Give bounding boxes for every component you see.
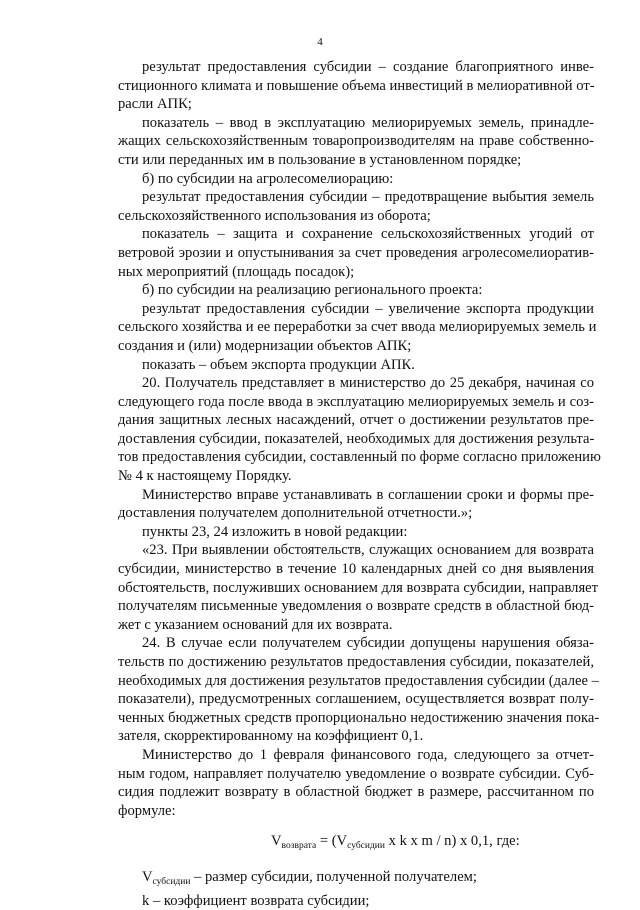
text-line: сельского хозяйства и ее переработки за счет ввода мелиорируемых земель и — [118, 319, 597, 336]
text-line: показатели), предусмотренных соглашением, осуществляется возврат полу- — [118, 691, 594, 708]
text-line: результат предоставления субсидии – создание благоприятного инве- — [142, 59, 594, 75]
text-line: ченных бюджетных средств пропорционально недостижению значения пока- — [118, 709, 600, 726]
text-line: стиционного климата и повышение объема инвестиций в мелиоративной от- — [118, 77, 595, 94]
definition-symbol: k — [142, 892, 150, 909]
text-line: дания защитных лесных насаждений, отчет о достижении результатов пре- — [118, 412, 594, 429]
text-line: сидия подлежит возврату в областной бюджет в размере, рассчитанном по — [118, 784, 594, 801]
text-line: расли АПК; — [118, 96, 192, 113]
text-line: создания и (или) модернизации объектов АПК; — [118, 337, 412, 354]
text-line: 20. Получатель представляет в министерство до 25 декабря, начиная со — [142, 375, 594, 392]
refund-formula — [118, 832, 594, 856]
text-line: доставления субсидии, показателей, необходимых для достижения результа- — [118, 430, 595, 447]
text-line: тельств по достижению результатов предоставления субсидии, показателей, — [118, 654, 594, 670]
formula-rest: x k x m / n) x 0,1, где: — [384, 833, 520, 850]
document-body — [118, 58, 601, 910]
definition-symbol: V — [142, 868, 153, 885]
formula-eq-open: = (V — [316, 833, 348, 850]
text-line: «23. При выявлении обстоятельств, служащих основанием для возврата — [142, 542, 594, 559]
text-line: доставления получателем дополнительной отчетности.»; — [118, 505, 473, 522]
definition-text: – коэффициент возврата субсидии; — [149, 892, 370, 909]
text-line: показать – объем экспорта продукции АПК. — [142, 356, 415, 373]
text-line: сельскохозяйственного использования из оборота; — [118, 207, 431, 224]
text-line: ных мероприятий (площадь посадок); — [118, 263, 355, 280]
formula-v: V — [271, 833, 282, 850]
text-line: ным годом, направляет получателю уведомление о возврате субсидии. Суб- — [118, 765, 594, 782]
text-line: зателя, скорректированному на коэффициент 0,1. — [118, 728, 424, 745]
formula-subsidy-subscript: субсидии — [347, 841, 385, 852]
text-line: сти или переданных им в пользование в установленном порядке; — [118, 151, 522, 168]
text-line: б) по субсидии на реализацию регионального проекта: — [142, 282, 483, 299]
text-line: формуле: — [118, 802, 176, 819]
text-line: обстоятельств, послуживших основанием для возврата субсидии, направляет — [118, 579, 599, 596]
text-line: результат предоставления субсидии – предотвращение выбытия земель — [142, 189, 594, 206]
text-line: пункты 23, 24 изложить в новой редакции: — [142, 523, 408, 540]
text-line: жащих сельскохозяйственным товаропроизводителям на праве собственно- — [118, 133, 594, 150]
text-line: № 4 к настоящему Порядку. — [118, 468, 292, 485]
definition-text: – размер субсидии, полученной получателем; — [190, 868, 477, 885]
paragraph-lines — [118, 58, 601, 820]
definition-line — [118, 892, 594, 910]
text-line: 24. В случае если получателем субсидии допущены нарушения обяза- — [142, 635, 594, 652]
text-line: Министерство вправе устанавливать в соглашении сроки и формы пре- — [142, 486, 594, 503]
text-line: следующего года после ввода в эксплуатацию мелиорируемых земель и соз- — [118, 393, 594, 410]
text-line: Министерство до 1 февраля финансового года, следующего за отчет- — [142, 746, 594, 763]
text-line: субсидии, министерство в течение 10 календарных дней со дня выявления — [118, 561, 594, 578]
text-line: жет с указанием оснований для их возврата. — [118, 616, 393, 633]
text-line: необходимых для достижения результатов предоставления субсидии (далее – — [118, 672, 599, 689]
text-line: б) по субсидии на агролесомелиорацию: — [142, 170, 394, 187]
text-line: показатель – ввод в эксплуатацию мелиорируемых земель, принадле- — [142, 114, 594, 131]
text-line: показатель – защита и сохранение сельскохозяйственных угодий от — [142, 226, 594, 243]
text-line: ветровой эрозии и опустынивания за счет проведения агролесомелиоратив- — [118, 244, 594, 261]
text-line: получателям письменные уведомления о возврате средств в областной бюд- — [118, 598, 594, 615]
definition-subscript: субсидии — [152, 876, 191, 887]
definition-line — [118, 868, 594, 892]
formula-v-subscript: возврата — [281, 841, 317, 852]
text-line: тов предоставления субсидии, составленный по форме согласно приложению — [118, 449, 601, 466]
page-number: 4 — [317, 36, 323, 48]
formula-definitions — [118, 868, 594, 910]
text-line: результат предоставления субсидии – увеличение экспорта продукции — [142, 300, 594, 317]
